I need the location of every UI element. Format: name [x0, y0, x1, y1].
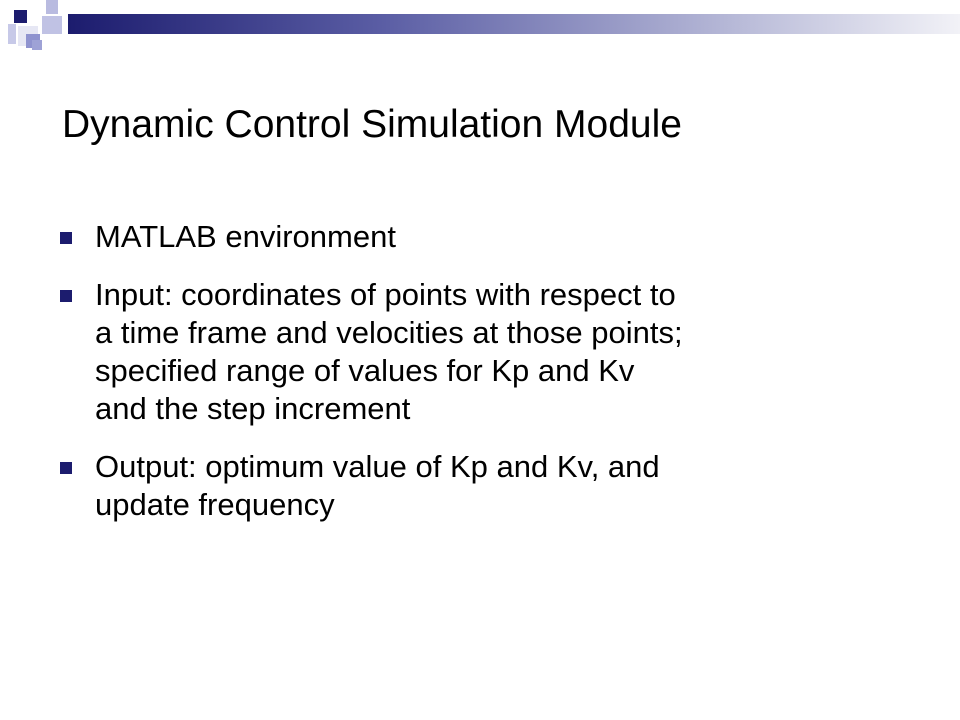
- bullet-line: a time frame and velocities at those points;: [95, 315, 683, 350]
- bullet-list: [60, 218, 920, 544]
- square-bullet-icon: [60, 290, 72, 302]
- bullet-line: Output: optimum value of Kp and Kv, and: [95, 449, 660, 484]
- decor-square: [14, 10, 27, 23]
- decor-square: [32, 40, 42, 50]
- bullet-item: [60, 218, 920, 256]
- square-bullet-icon: [60, 462, 72, 474]
- bullet-line: Input: coordinates of points with respect to: [95, 277, 676, 312]
- decor-square: [8, 24, 16, 44]
- decor-square: [42, 16, 62, 34]
- bullet-line: update frequency: [95, 487, 335, 522]
- bullet-item: [60, 448, 920, 524]
- bullet-line: specified range of values for Kp and Kv: [95, 353, 635, 388]
- decor-square: [46, 0, 58, 14]
- header-gradient-bar: [68, 14, 960, 34]
- square-bullet-icon: [60, 232, 72, 244]
- bullet-line: and the step increment: [95, 391, 411, 426]
- bullet-line: MATLAB environment: [95, 219, 396, 254]
- slide-title: Dynamic Control Simulation Module: [62, 103, 682, 146]
- bullet-item: [60, 276, 920, 428]
